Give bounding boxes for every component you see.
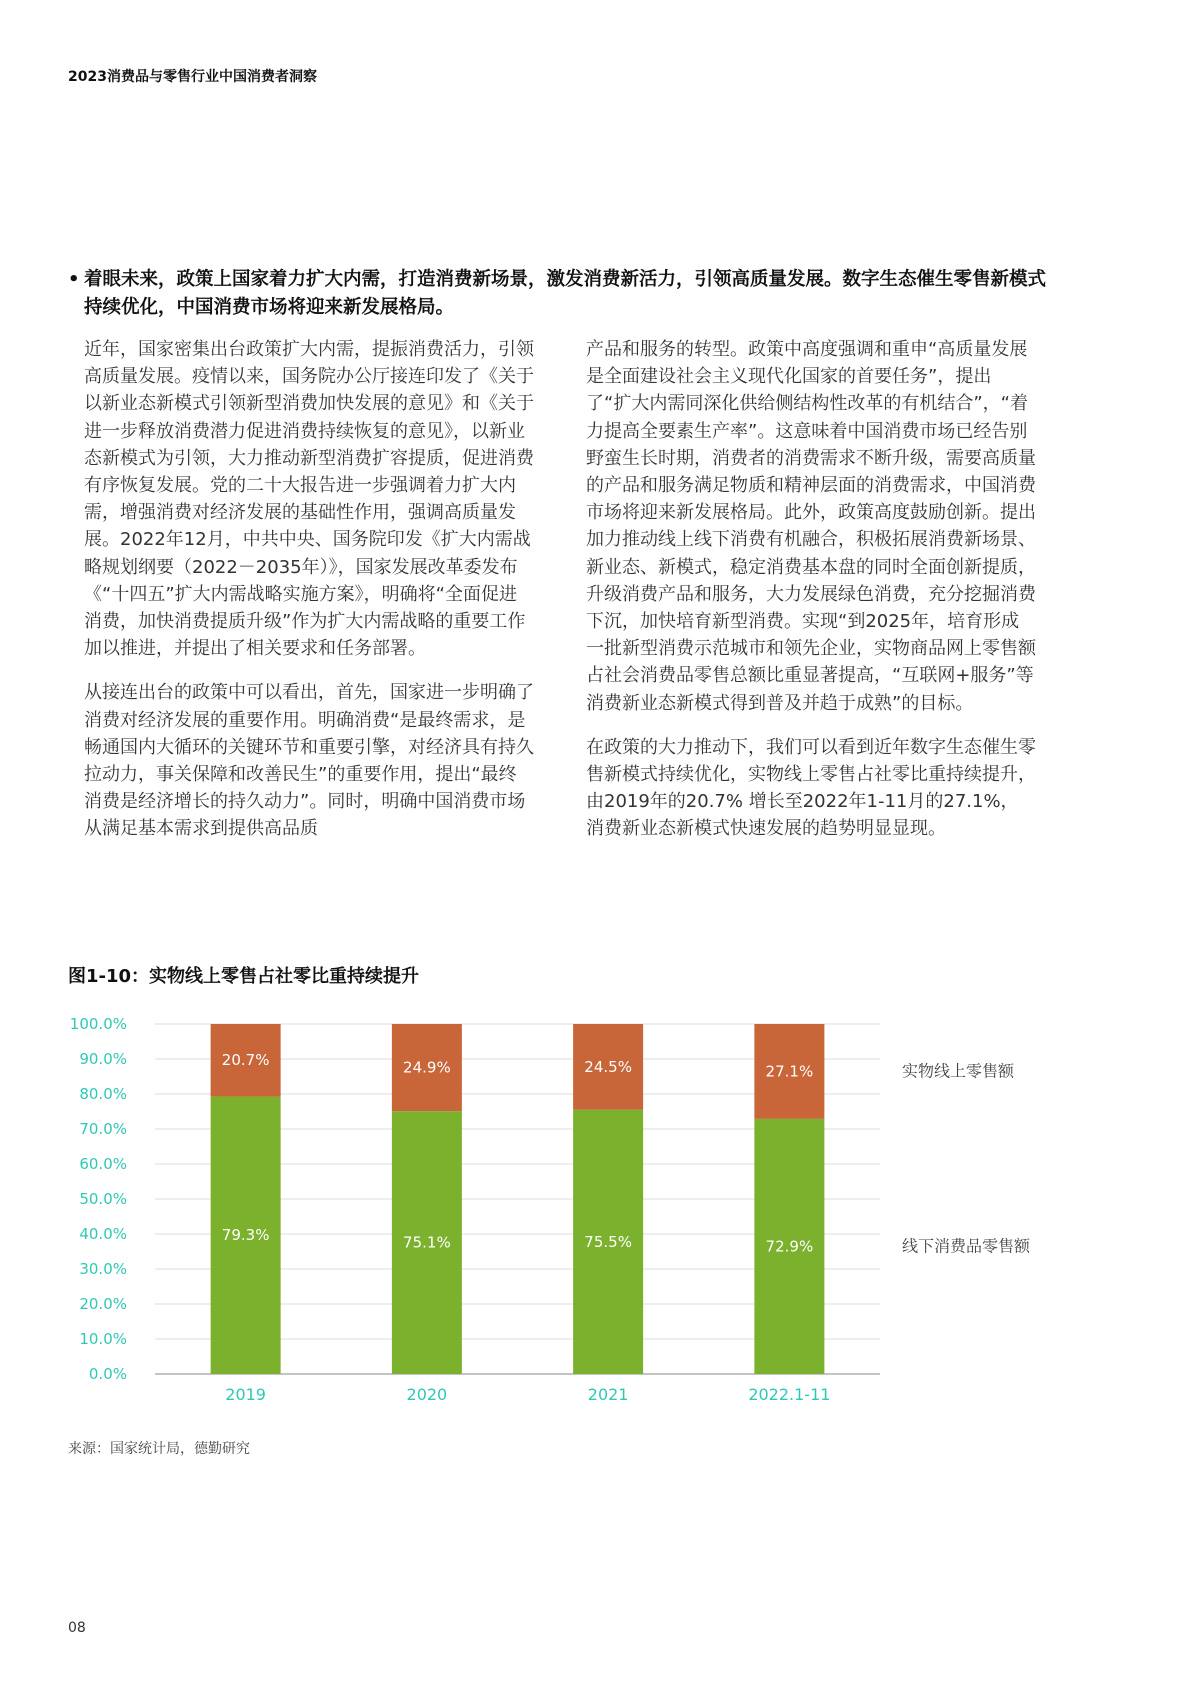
page-number: 08 xyxy=(68,1620,86,1636)
body-paragraph: 从接连出台的政策中可以看出，首先，国家进一步明确了消费对经济发展的重要作用。明确消费“是最终需求，是畅通国内大循环的关键环节和重要引擎，对经济具有持久拉动力，事关保障和改善民生”的重要作用，提出“最终消费是经济增长的持久动力”。同时，明确中国消费市场从满足基本需求到提供高品质 xyxy=(84,682,534,840)
data-label: 79.3% xyxy=(221,1226,270,1245)
y-tick-label: 30.0% xyxy=(79,1260,127,1278)
legend-label: 实物线上零售额 xyxy=(902,1061,1015,1081)
legend-label: 线下消费品零售额 xyxy=(902,1236,1031,1256)
body-paragraph: 近年，国家密集出台政策扩大内需，提振消费活力，引领高质量发展。疫情以来，国务院办公厅接连印发了《关于以新业态新模式引领新型消费加快发展的意见》和《关于进一步释放消费潜力促进消费持续恢复的意见》，以新业态新模式为引领，大力推动新型消费扩容提质，促进消费有序恢复发展。党的二十大报告进一步强调着力扩大内需，增强消费对经济发展的基础性作用，强调高质量发展。2022年12月，中共中央、国务院印发《扩大内需战略规划纲要（2022－2035年）》，国家发展改革委发布《“十四五”扩大内需战略实施方案》，明确将“全面促进消费，加快消费提质升级”作为扩大内需战略的重要工作加以推进，并提出了相关要求和任务部署。 xyxy=(84,339,534,660)
figure-source-note: 来源：国家统计局，德勤研究 xyxy=(68,1441,250,1457)
stacked-bar-chart xyxy=(0,990,1191,1420)
body-paragraph: 在政策的大力推动下，我们可以看到近年数字生态催生零售新模式持续优化，实物线上零售占社零比重持续提升，由2019年的20.7% 增长至2022年1-11月的27.1%，消费新业态新模式快速发展的趋势明显显现。 xyxy=(586,736,1036,840)
body-column-left xyxy=(84,336,534,860)
figure-title: 图1-10：实物线上零售占社零比重持续提升 xyxy=(68,966,420,987)
body-paragraph: 产品和服务的转型。政策中高度强调和重申“高质量发展是全面建设社会主义现代化国家的首要任务”，提出了“扩大内需同深化供给侧结构性改革的有机结合”，“着力提高全要素生产率”。这意味着中国消费市场已经告别野蛮生长时期，消费者的消费需求不断升级，需要高质量的产品和服务满足物质和精神层面的消费需求，中国消费市场将迎来新发展格局。此外，政策高度鼓励创新。提出加力推动线上线下消费有机融合，积极拓展消费新场景、新业态、新模式，稳定消费基本盘的同时全面创新提质，升级消费产品和服务，大力发展绿色消费，充分挖掘消费下沉，加快培育新型消费。实现“到2025年，培育形成一批新型消费示范城市和领先企业，实物商品网上零售额占社会消费品零售总额比重显著提高，“互联网+服务”等消费新业态新模式得到普及并趋于成熟”的目标。 xyxy=(586,339,1036,714)
y-tick-label: 50.0% xyxy=(79,1190,127,1208)
y-tick-label: 90.0% xyxy=(79,1050,127,1068)
body-column-right xyxy=(586,336,1036,860)
data-label: 27.1% xyxy=(765,1062,814,1081)
key-finding-bullet xyxy=(68,266,1048,322)
y-tick-label: 20.0% xyxy=(79,1295,127,1313)
y-tick-label: 70.0% xyxy=(79,1120,127,1138)
y-tick-label: 40.0% xyxy=(79,1225,127,1243)
x-tick-label: 2021 xyxy=(587,1385,629,1404)
data-label: 24.9% xyxy=(403,1058,451,1077)
key-finding-text: 着眼未来，政策上国家着力扩大内需，打造消费新场景，激发消费新活力，引领高质量发展。数字生态催生零售新模式持续优化，中国消费市场将迎来新发展格局。 xyxy=(84,269,1047,318)
data-label: 20.7% xyxy=(221,1051,270,1070)
data-label: 72.9% xyxy=(765,1237,814,1256)
x-tick-label: 2019 xyxy=(225,1385,266,1404)
data-label: 75.1% xyxy=(403,1233,451,1252)
bullet-icon: • xyxy=(68,269,80,290)
y-tick-label: 60.0% xyxy=(79,1155,127,1173)
y-tick-label: 100.0% xyxy=(69,1015,127,1033)
y-tick-label: 0.0% xyxy=(88,1365,127,1383)
y-tick-label: 80.0% xyxy=(79,1085,127,1103)
data-label: 75.5% xyxy=(584,1232,632,1251)
report-title: 2023消费品与零售行业中国消费者洞察 xyxy=(68,69,317,85)
data-label: 24.5% xyxy=(584,1057,632,1076)
x-tick-label: 2020 xyxy=(406,1385,448,1404)
y-tick-label: 10.0% xyxy=(79,1330,127,1348)
x-tick-label: 2022.1-11 xyxy=(748,1385,831,1404)
